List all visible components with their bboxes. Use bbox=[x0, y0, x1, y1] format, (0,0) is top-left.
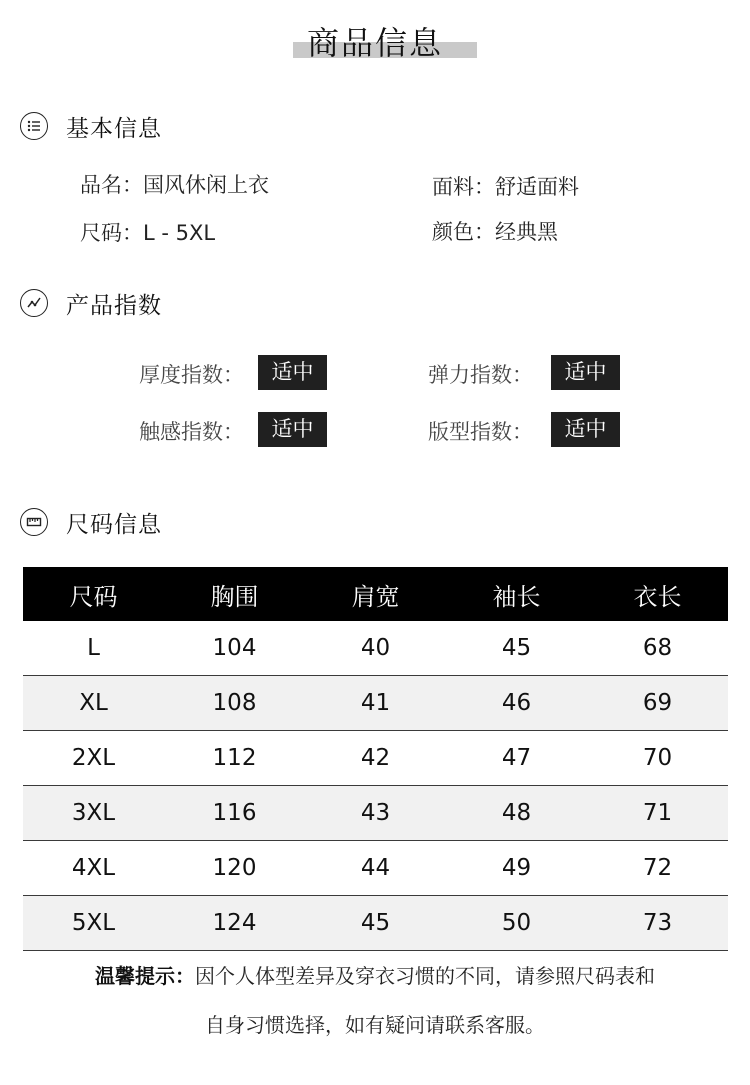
cell-shoulder: 40 bbox=[305, 621, 446, 676]
cell-chest: 112 bbox=[164, 731, 305, 786]
index-label-touch: 触感指数： bbox=[139, 420, 244, 444]
cell-chest: 120 bbox=[164, 841, 305, 896]
index-label-thickness: 厚度指数： bbox=[139, 363, 244, 387]
cell-size: 4XL bbox=[23, 841, 164, 896]
column-header-chest: 胸围 bbox=[164, 567, 305, 621]
cell-shoulder: 41 bbox=[305, 676, 446, 731]
fabric-value: 舒适面料 bbox=[495, 175, 579, 199]
table-row bbox=[23, 621, 728, 676]
size-range-row bbox=[80, 217, 215, 247]
tip-text-1: 因个人体型差异及穿衣习惯的不同，请参照尺码表和 bbox=[195, 964, 655, 988]
cell-chest: 124 bbox=[164, 896, 305, 951]
color-row bbox=[432, 216, 558, 246]
cell-size: XL bbox=[23, 676, 164, 731]
size-table bbox=[23, 567, 728, 951]
cell-chest: 108 bbox=[164, 676, 305, 731]
trend-icon bbox=[20, 289, 48, 317]
index-badge-touch: 适中 bbox=[258, 412, 327, 447]
tip-label: 温馨提示： bbox=[95, 964, 195, 988]
fabric-row bbox=[432, 171, 579, 201]
cell-shoulder: 43 bbox=[305, 786, 446, 841]
color-label: 颜色： bbox=[432, 220, 495, 244]
cell-sleeve: 48 bbox=[446, 786, 587, 841]
cell-chest: 104 bbox=[164, 621, 305, 676]
cell-size: L bbox=[23, 621, 164, 676]
cell-shoulder: 45 bbox=[305, 896, 446, 951]
index-badge-elasticity: 适中 bbox=[551, 355, 620, 390]
table-row bbox=[23, 676, 728, 731]
table-row bbox=[23, 731, 728, 786]
cell-size: 3XL bbox=[23, 786, 164, 841]
cell-length: 72 bbox=[587, 841, 728, 896]
index-badge-thickness: 适中 bbox=[258, 355, 327, 390]
cell-size: 2XL bbox=[23, 731, 164, 786]
cell-length: 70 bbox=[587, 731, 728, 786]
cell-length: 71 bbox=[587, 786, 728, 841]
size-table-header-row bbox=[23, 567, 728, 621]
tip-line-2 bbox=[0, 1009, 750, 1038]
cell-chest: 116 bbox=[164, 786, 305, 841]
cell-sleeve: 45 bbox=[446, 621, 587, 676]
page-title-block bbox=[0, 18, 750, 62]
cell-sleeve: 50 bbox=[446, 896, 587, 951]
tip-line-1 bbox=[0, 960, 750, 989]
cell-sleeve: 46 bbox=[446, 676, 587, 731]
color-value: 经典黑 bbox=[495, 220, 558, 244]
column-header-shoulder: 肩宽 bbox=[305, 567, 446, 621]
index-badge-fit: 适中 bbox=[551, 412, 620, 447]
product-index-title: 产品指数 bbox=[66, 292, 162, 319]
column-header-size: 尺码 bbox=[23, 567, 164, 621]
cell-length: 73 bbox=[587, 896, 728, 951]
column-header-length: 衣长 bbox=[587, 567, 728, 621]
product-name-row bbox=[80, 169, 269, 199]
cell-size: 5XL bbox=[23, 896, 164, 951]
size-range-label: 尺码： bbox=[80, 221, 143, 245]
size-info-header bbox=[20, 506, 162, 538]
size-range-value: L - 5XL bbox=[143, 221, 216, 245]
cell-sleeve: 47 bbox=[446, 731, 587, 786]
tip-text-2: 自身习惯选择，如有疑问请联系客服。 bbox=[205, 1013, 545, 1037]
size-info-title: 尺码信息 bbox=[66, 511, 162, 538]
cell-length: 69 bbox=[587, 676, 728, 731]
table-row bbox=[23, 896, 728, 951]
list-icon bbox=[20, 112, 48, 140]
product-name-value: 国风休闲上衣 bbox=[143, 173, 269, 197]
basic-info-title: 基本信息 bbox=[66, 115, 162, 142]
product-index-header bbox=[20, 287, 162, 319]
table-row bbox=[23, 841, 728, 896]
fabric-label: 面料： bbox=[432, 175, 495, 199]
index-label-fit: 版型指数： bbox=[428, 420, 533, 444]
page-title: 商品信息 bbox=[306, 24, 443, 62]
ruler-icon bbox=[20, 508, 48, 536]
cell-sleeve: 49 bbox=[446, 841, 587, 896]
index-label-elasticity: 弹力指数： bbox=[428, 363, 533, 387]
cell-shoulder: 42 bbox=[305, 731, 446, 786]
basic-info-header bbox=[20, 110, 162, 142]
table-row bbox=[23, 786, 728, 841]
column-header-sleeve: 袖长 bbox=[446, 567, 587, 621]
cell-shoulder: 44 bbox=[305, 841, 446, 896]
product-name-label: 品名： bbox=[80, 173, 143, 197]
cell-length: 68 bbox=[587, 621, 728, 676]
